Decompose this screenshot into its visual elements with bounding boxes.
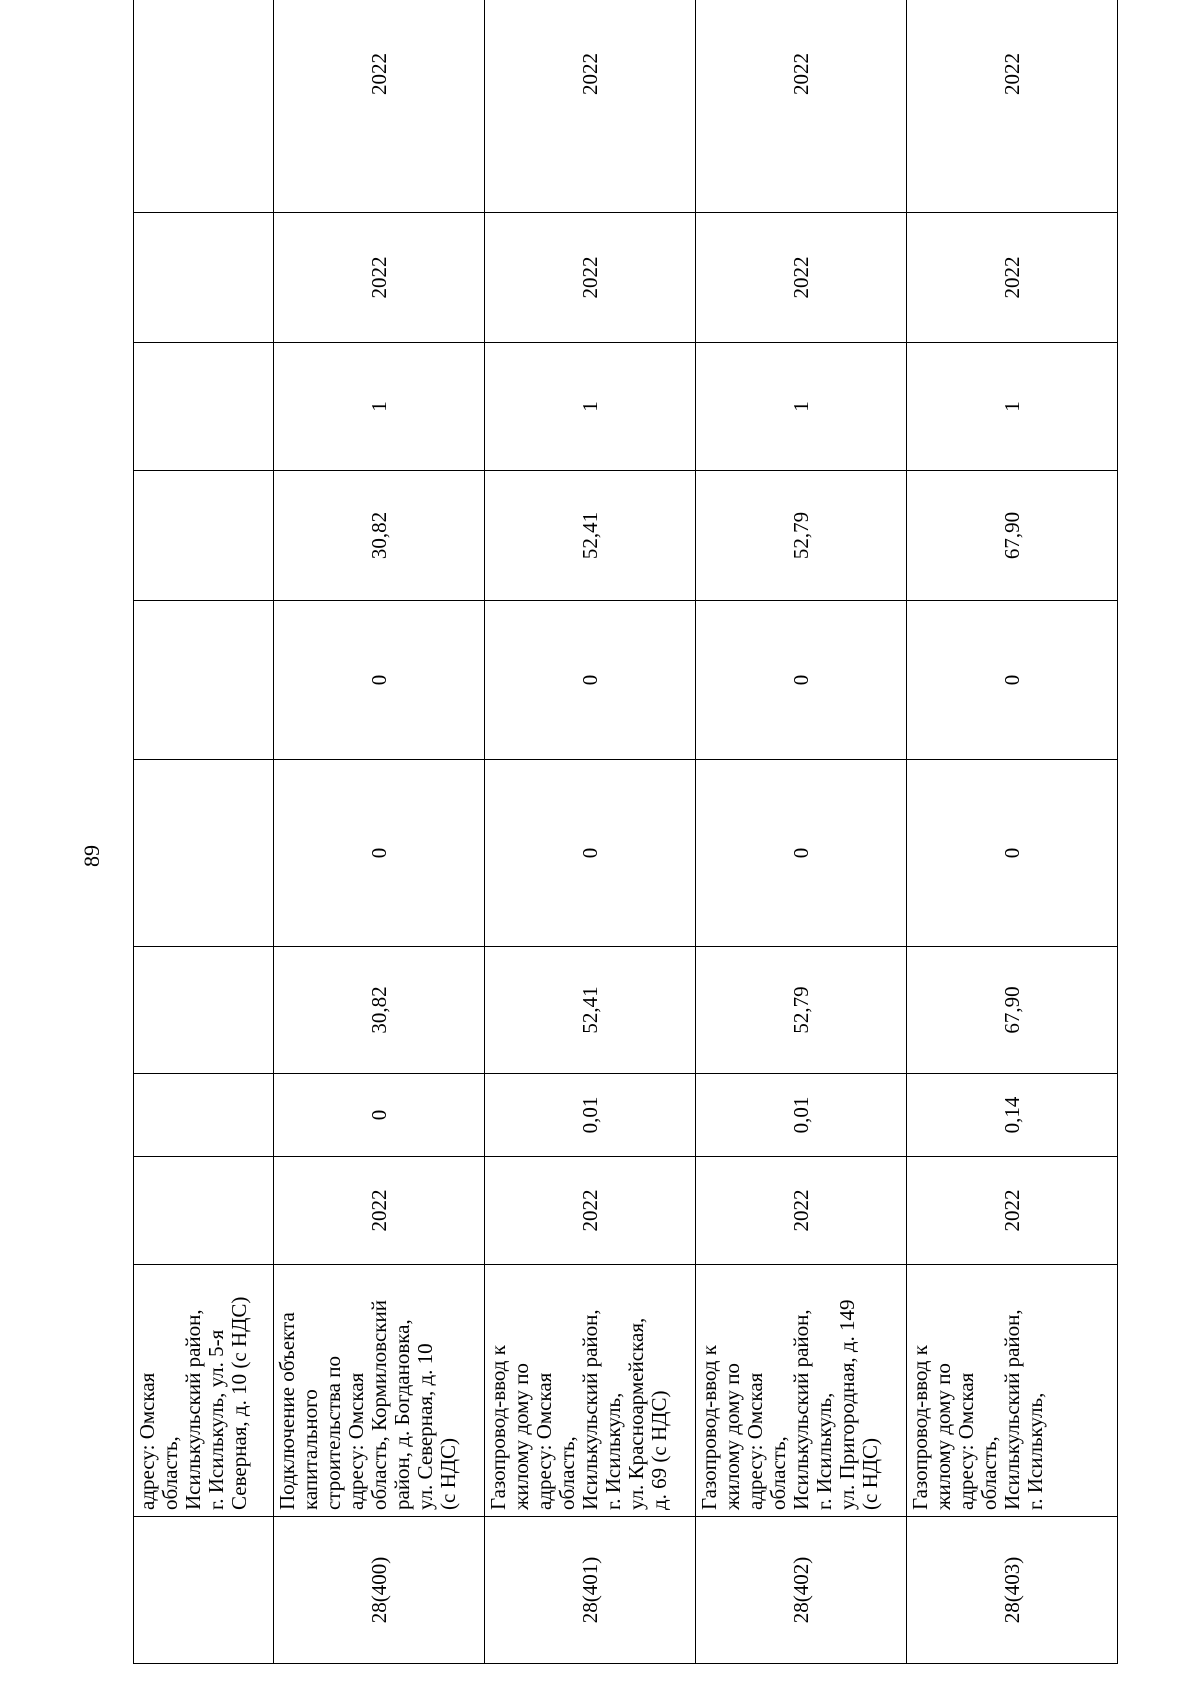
value-cell (134, 471, 274, 601)
value-cell: 0,14 (907, 1074, 1118, 1157)
address-line: Газопровод-ввод к (486, 1345, 510, 1510)
value-cell: 67,90 (907, 947, 1118, 1074)
value-cell (134, 601, 274, 760)
address-line: Газопровод-ввод к (908, 1345, 932, 1510)
address-line: Газопровод-ввод к (697, 1345, 721, 1510)
value-cell: 52,41 (485, 471, 696, 601)
address-line: (с НДС) (858, 1437, 882, 1510)
value-cell: 52,79 (696, 471, 907, 601)
table-row (134, 0, 274, 1664)
address-line: район, д. Богдановка, (390, 1319, 414, 1510)
address-line: область, Кормиловский (367, 1300, 391, 1510)
year-cell: 2022 (907, 1157, 1118, 1265)
address-line: адресу: Омская (344, 1372, 368, 1510)
row-number-cell: 28(403) (907, 1517, 1118, 1664)
value-cell: 1 (485, 343, 696, 471)
year-cell: 2022 (907, 0, 1118, 213)
year-cell: 2022 (274, 0, 485, 213)
address-line: ул. Красноармейская, (624, 1317, 648, 1510)
value-cell: 30,82 (274, 471, 485, 601)
value-cell: 0 (274, 601, 485, 760)
value-cell: 0 (485, 760, 696, 947)
value-cell (134, 1074, 274, 1157)
address-cell (907, 1265, 1118, 1517)
address-line: г. Исилькуль, (1023, 1392, 1047, 1510)
value-cell (134, 760, 274, 947)
row-number-cell (134, 1517, 274, 1664)
rotated-table-sheet (133, 36, 1117, 1664)
address-line: г. Исилькуль, ул. 5-я (204, 1329, 228, 1510)
address-line: Исилькульский район, (789, 1309, 813, 1510)
address-line: г. Исилькуль, (812, 1392, 836, 1510)
value-cell: 0 (907, 760, 1118, 947)
address-line: область, (158, 1436, 182, 1510)
address-line: адресу: Омская (532, 1372, 556, 1510)
value-cell: 0 (274, 1074, 485, 1157)
value-cell: 52,41 (485, 947, 696, 1074)
year-cell: 2022 (485, 1157, 696, 1265)
value-cell (134, 343, 274, 471)
value-cell: 0 (696, 760, 907, 947)
year-cell: 2022 (907, 213, 1118, 343)
value-cell: 0 (907, 601, 1118, 760)
value-cell: 30,82 (274, 947, 485, 1074)
address-line: Подключение объекта (275, 1312, 299, 1510)
address-line: Исилькульский район, (1000, 1309, 1024, 1510)
year-cell (134, 0, 274, 213)
value-cell: 1 (907, 343, 1118, 471)
address-line: область, (766, 1436, 790, 1510)
address-line: адресу: Омская (743, 1372, 767, 1510)
address-line: строительства по (321, 1356, 345, 1510)
year-cell: 2022 (485, 213, 696, 343)
year-cell: 2022 (274, 213, 485, 343)
year-cell: 2022 (696, 0, 907, 213)
year-cell: 2022 (274, 1157, 485, 1265)
address-line: жилому дому по (720, 1363, 744, 1510)
value-cell: 52,79 (696, 947, 907, 1074)
address-line: область, (977, 1436, 1001, 1510)
address-line: капитального (298, 1389, 322, 1510)
year-cell (134, 213, 274, 343)
value-cell: 0 (696, 601, 907, 760)
table-row (696, 0, 907, 1664)
value-cell: 0,01 (696, 1074, 907, 1157)
address-line: область, (555, 1436, 579, 1510)
address-line: д. 69 (с НДС) (647, 1390, 671, 1510)
address-line: ул. Северная, д. 10 (413, 1343, 437, 1510)
investment-program-table (133, 0, 1118, 1664)
value-cell: 67,90 (907, 471, 1118, 601)
value-cell: 1 (696, 343, 907, 471)
value-cell: 1 (274, 343, 485, 471)
address-line: Исилькульский район, (181, 1309, 205, 1510)
address-line: Исилькульский район, (578, 1309, 602, 1510)
table-row (274, 0, 485, 1664)
address-line: (с НДС) (436, 1437, 460, 1510)
table-row (485, 0, 696, 1664)
value-cell: 0 (274, 760, 485, 947)
year-cell: 2022 (485, 0, 696, 213)
table-rotation-wrapper (133, 36, 1117, 1664)
address-line: г. Исилькуль, (601, 1392, 625, 1510)
value-cell: 0,01 (485, 1074, 696, 1157)
value-cell (134, 947, 274, 1074)
table-row (907, 0, 1118, 1664)
year-cell (134, 1157, 274, 1265)
year-cell: 2022 (696, 1157, 907, 1265)
address-line: Северная, д. 10 (с НДС) (227, 1296, 251, 1510)
address-line: жилому дому по (931, 1363, 955, 1510)
address-line: жилому дому по (509, 1363, 533, 1510)
year-cell: 2022 (696, 213, 907, 343)
address-line: ул. Пригородная, д. 149 (835, 1299, 859, 1510)
row-number-cell: 28(402) (696, 1517, 907, 1664)
address-cell (274, 1265, 485, 1517)
row-number-cell: 28(400) (274, 1517, 485, 1664)
address-cell (485, 1265, 696, 1517)
address-cell (134, 1265, 274, 1517)
value-cell: 0 (485, 601, 696, 760)
address-line: адресу: Омская (954, 1372, 978, 1510)
address-line: адресу: Омская (135, 1372, 159, 1510)
row-number-cell: 28(401) (485, 1517, 696, 1664)
page-number: 89 (79, 845, 104, 867)
address-cell (696, 1265, 907, 1517)
